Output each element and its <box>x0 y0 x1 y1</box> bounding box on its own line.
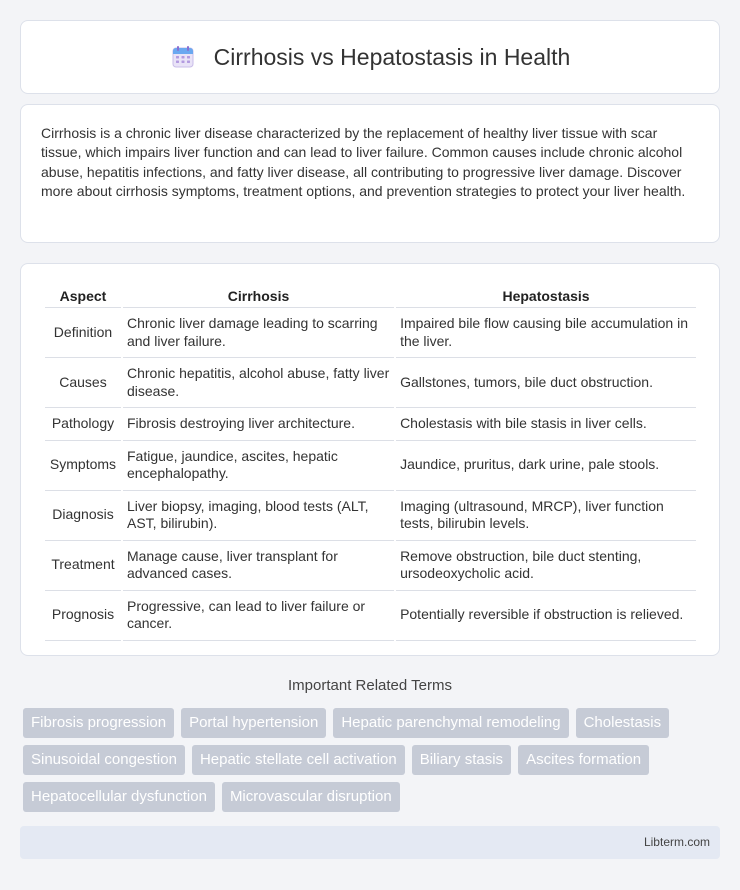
aspect-cell: Prognosis <box>45 591 121 641</box>
table-header-row <box>45 284 696 308</box>
cirrhosis-cell: Liver biopsy, imaging, blood tests (ALT, AST, bilirubin). <box>123 491 394 541</box>
table-row <box>45 441 696 491</box>
aspect-cell: Diagnosis <box>45 491 121 541</box>
hepatostasis-cell: Potentially reversible if obstruction is relieved. <box>396 591 696 641</box>
related-term-tag[interactable]: Hepatic stellate cell activation <box>192 745 405 775</box>
cirrhosis-cell: Chronic liver damage leading to scarring and liver failure. <box>123 308 394 358</box>
aspect-cell: Definition <box>45 308 121 358</box>
hepatostasis-cell: Impaired bile flow causing bile accumulation in the liver. <box>396 308 696 358</box>
intro-text: Cirrhosis is a chronic liver disease characterized by the replacement of healthy liver tissue with scar tissue, which impairs liver function and can lead to liver failure. Common causes include chronic alcohol abuse, hepatitis infections, and fatty liver disease, all contributing to progressive liver damage. Discover more about cirrhosis symptoms, treatment options, and prevention strategies to protect your liver health. <box>41 125 686 200</box>
page-title: Cirrhosis vs Hepatostasis in Health <box>213 43 571 70</box>
comparison-table-card <box>20 263 720 656</box>
aspect-cell: Pathology <box>45 408 121 441</box>
header-hepatostasis: Hepatostasis <box>396 284 696 308</box>
aspect-cell: Causes <box>45 358 121 408</box>
cirrhosis-cell: Fatigue, jaundice, ascites, hepatic encephalopathy. <box>123 441 394 491</box>
aspect-cell: Symptoms <box>45 441 121 491</box>
related-terms-list <box>23 708 723 812</box>
table-row <box>45 491 696 541</box>
related-term-tag[interactable]: Hepatocellular dysfunction <box>23 782 215 812</box>
related-term-tag[interactable]: Sinusoidal congestion <box>23 745 185 775</box>
related-term-tag[interactable]: Portal hypertension <box>181 708 326 738</box>
related-term-tag[interactable]: Hepatic parenchymal remodeling <box>333 708 568 738</box>
header-card <box>20 20 720 94</box>
header-cirrhosis: Cirrhosis <box>123 284 394 308</box>
cirrhosis-cell: Chronic hepatitis, alcohol abuse, fatty liver disease. <box>123 358 394 408</box>
header-aspect: Aspect <box>45 284 121 308</box>
hepatostasis-cell: Gallstones, tumors, bile duct obstruction. <box>396 358 696 408</box>
footer <box>20 826 720 859</box>
table-row <box>45 408 696 441</box>
related-term-tag[interactable]: Microvascular disruption <box>222 782 400 812</box>
related-term-tag[interactable]: Ascites formation <box>518 745 649 775</box>
cirrhosis-cell: Fibrosis destroying liver architecture. <box>123 408 394 441</box>
title-wrap <box>170 44 571 71</box>
comparison-table <box>43 284 698 641</box>
aspect-cell: Treatment <box>45 541 121 591</box>
table-row <box>45 591 696 641</box>
hepatostasis-cell: Jaundice, pruritus, dark urine, pale stools. <box>396 441 696 491</box>
related-terms-title: Important Related Terms <box>288 677 452 694</box>
related-term-tag[interactable]: Cholestasis <box>576 708 670 738</box>
intro-card <box>20 104 720 243</box>
hepatostasis-cell: Remove obstruction, bile duct stenting, ursodeoxycholic acid. <box>396 541 696 591</box>
table-row <box>45 541 696 591</box>
hepatostasis-cell: Imaging (ultrasound, MRCP), liver function tests, bilirubin levels. <box>396 491 696 541</box>
cirrhosis-cell: Manage cause, liver transplant for advanced cases. <box>123 541 394 591</box>
related-term-tag[interactable]: Fibrosis progression <box>23 708 174 738</box>
cirrhosis-cell: Progressive, can lead to liver failure or cancer. <box>123 591 394 641</box>
hepatostasis-cell: Cholestasis with bile stasis in liver cells. <box>396 408 696 441</box>
footer-site-link[interactable]: Libterm.com <box>643 835 710 849</box>
calendar-icon <box>170 44 196 70</box>
table-row <box>45 358 696 408</box>
related-term-tag[interactable]: Biliary stasis <box>412 745 511 775</box>
table-row <box>45 308 696 358</box>
